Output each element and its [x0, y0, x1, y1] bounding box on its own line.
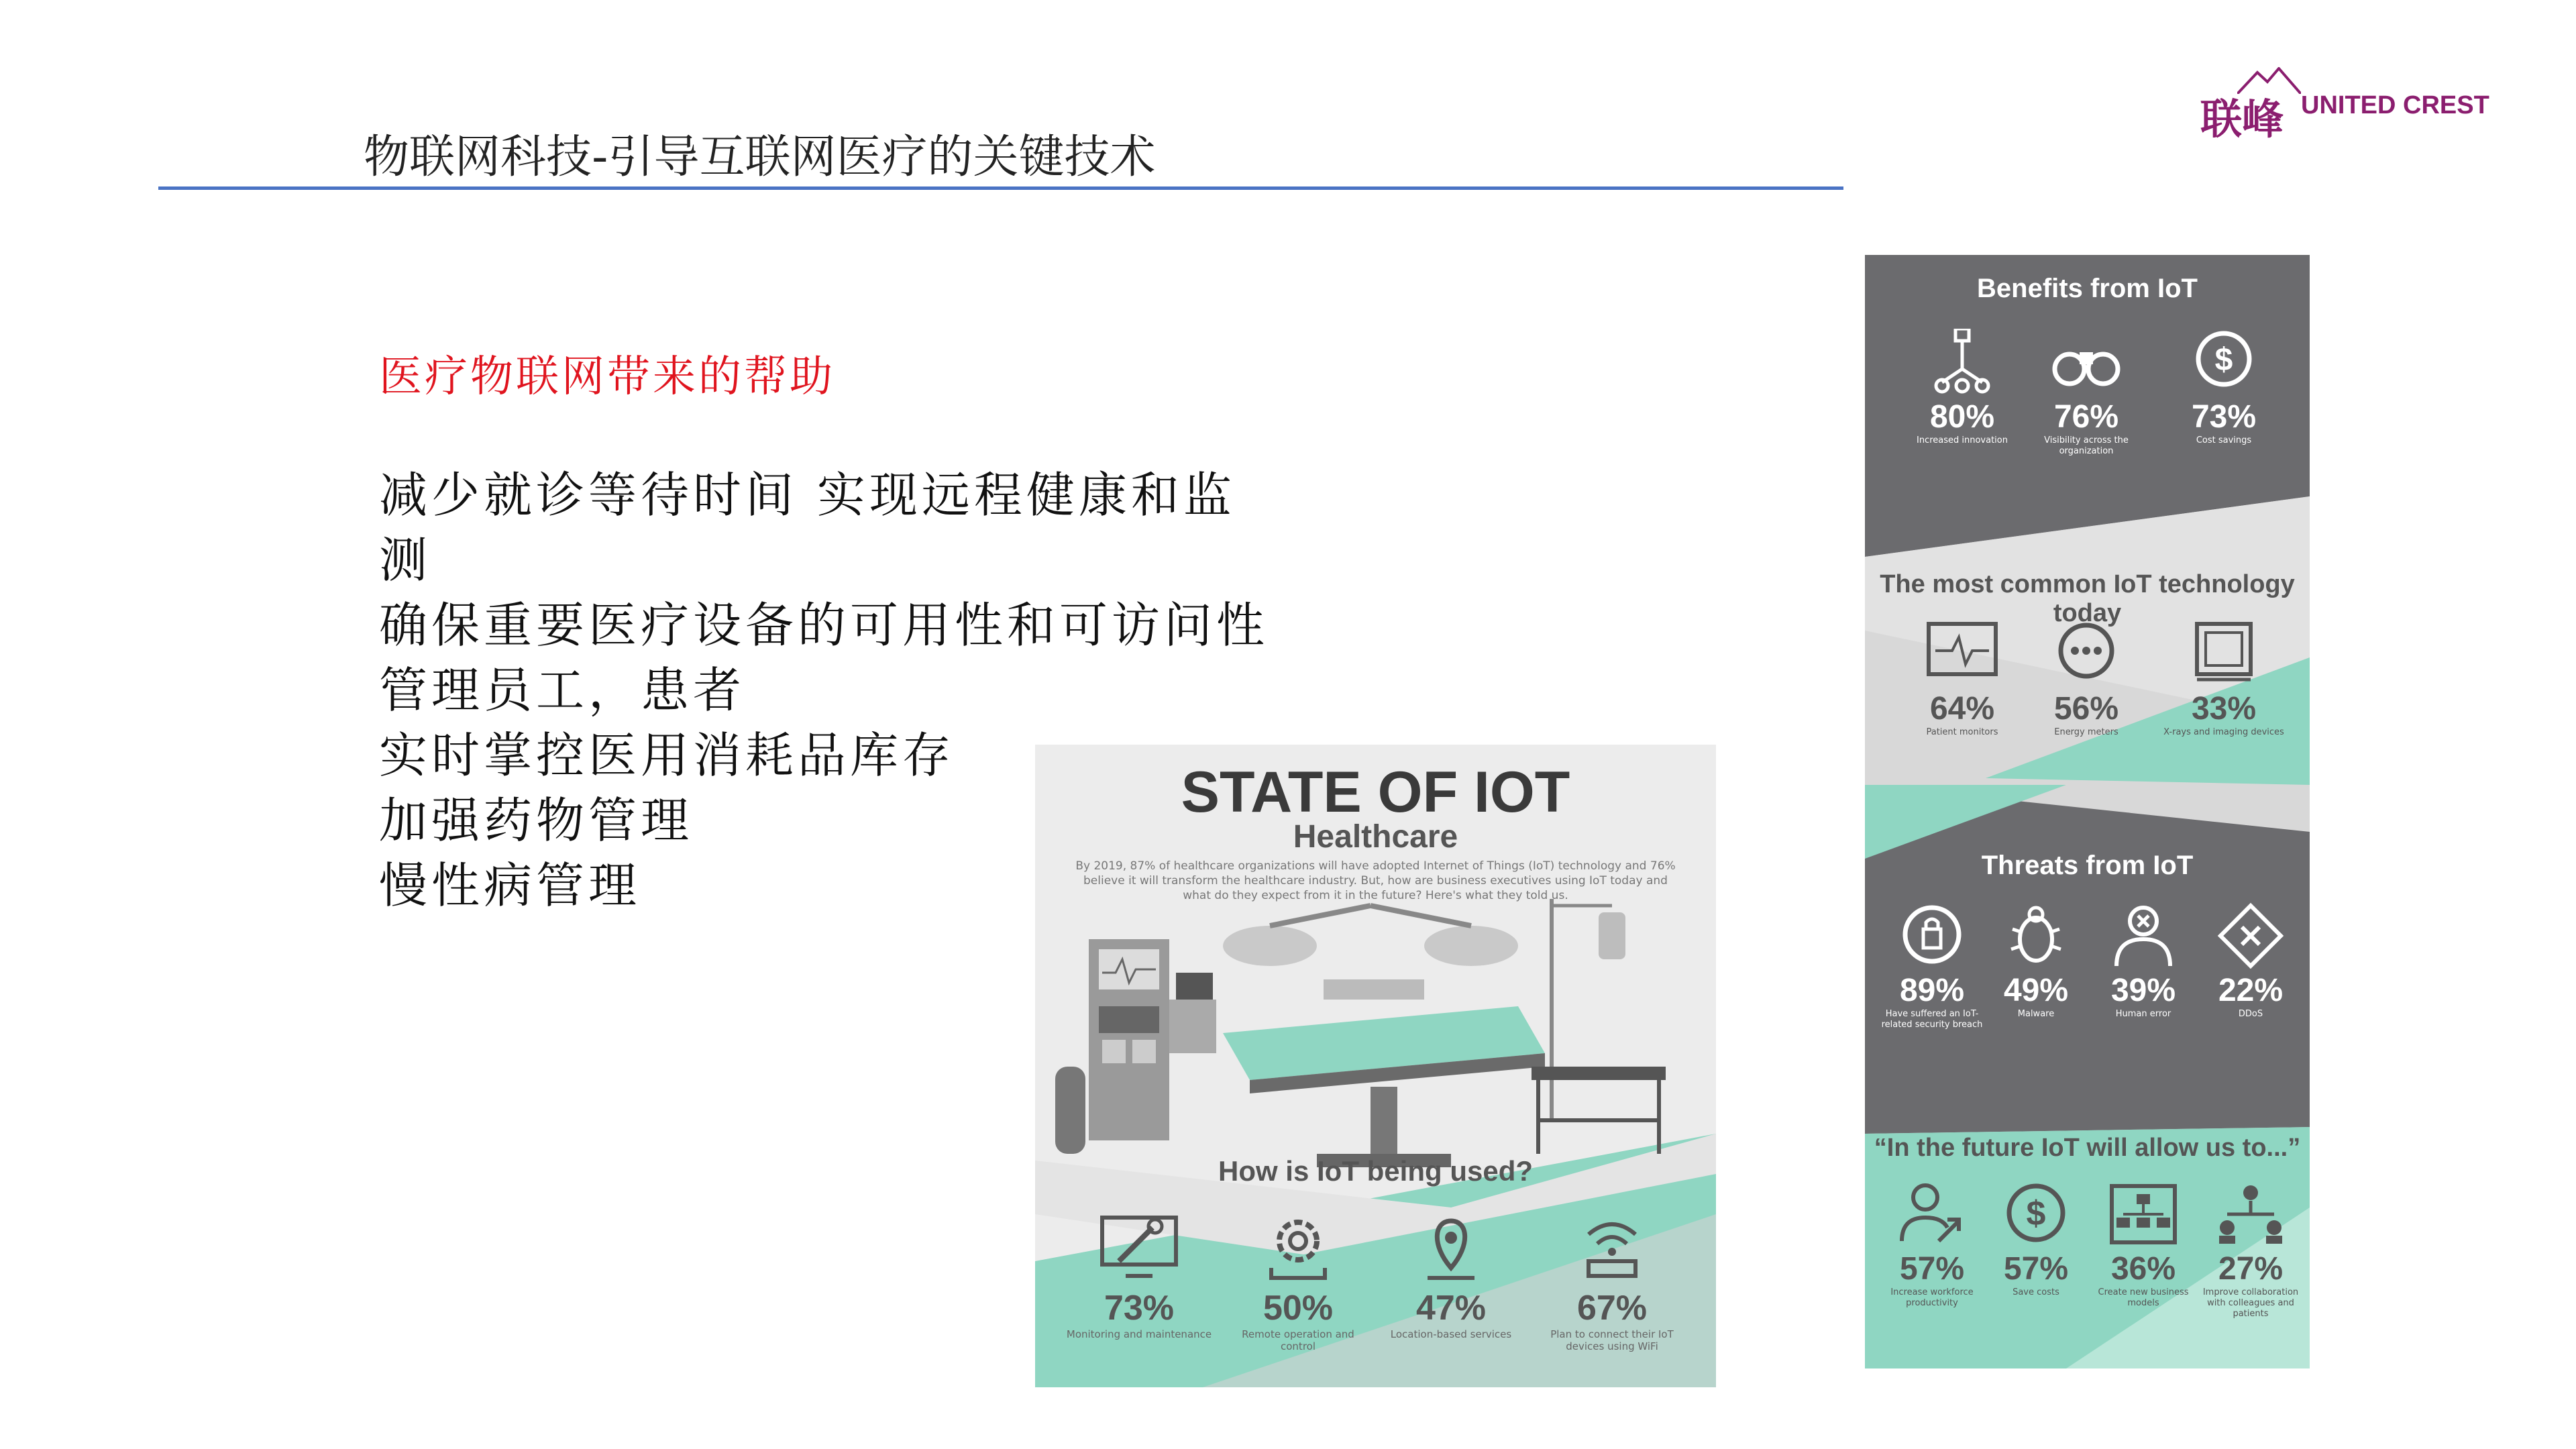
future-stat: [2093, 1181, 2194, 1309]
benefit-stat: [2160, 329, 2288, 446]
benefit-stat-label: Cost savings: [2196, 435, 2252, 445]
list-item: 测: [379, 532, 432, 588]
infographic-description: By 2019, 87% of healthcare organizations will have adopted Internet of Things (IoT) technology and 76% believe it will transform the healthcare industry. But, how are business executives using IoT today and what do they expect from it in the future? Here's what they told us.: [1075, 859, 1676, 902]
logo-chinese-text: 联峰: [2200, 95, 2284, 144]
tech-stat-label: X-rays and imaging devices: [2163, 727, 2284, 737]
usage-stat: [1224, 1214, 1372, 1352]
collaboration-icon: [2214, 1181, 2288, 1248]
operating-room-illustration: [1035, 899, 1716, 1187]
future-stat-label: Save costs: [2012, 1287, 2059, 1297]
future-stat: [2200, 1181, 2301, 1320]
ddos-icon: [2214, 902, 2288, 969]
future-stat-value: 36%: [2110, 1251, 2176, 1287]
benefit-stat-value: 73%: [2191, 399, 2257, 435]
usage-stat-label: Plan to connect their IoT devices using WiFi: [1550, 1328, 1674, 1352]
future-stat-label: Increase workforce productivity: [1890, 1287, 1974, 1308]
dollar-coin-icon: [2187, 329, 2261, 396]
network-nodes-icon: [1925, 329, 1999, 396]
usage-stat-label: Location-based services: [1390, 1328, 1512, 1340]
save-costs-icon: [1999, 1181, 2073, 1248]
common-tech-title: The most common IoT technology today: [1880, 570, 2295, 627]
iot-benefits-infographic: [1865, 255, 2310, 1368]
future-title: “In the future IoT will allow us to...”: [1874, 1134, 2301, 1162]
benefit-stat-label: Visibility across the organization: [2044, 435, 2129, 456]
monitor-wrench-icon: [1099, 1214, 1179, 1281]
benefit-stat: [2019, 329, 2153, 457]
threat-stat: [2200, 902, 2301, 1020]
tech-stat-value: 56%: [2053, 691, 2119, 727]
tech-stat: [2160, 621, 2288, 738]
tech-stat: [2019, 621, 2153, 738]
benefit-stat-value: 80%: [1929, 399, 1995, 435]
threat-stat-value: 89%: [1899, 973, 1965, 1008]
xray-device-icon: [2187, 621, 2261, 688]
human-error-icon: [2106, 902, 2180, 969]
threat-stat: [1986, 902, 2086, 1020]
svg-text:$: $: [2214, 342, 2233, 378]
tech-stat-value: 64%: [1929, 691, 1995, 727]
benefit-stat-value: 76%: [2053, 399, 2119, 435]
list-item: 确保重要医疗设备的可用性和可访问性: [379, 597, 1269, 653]
list-item: 实时掌控医用消耗品库存: [379, 727, 955, 784]
benefit-stat: [1898, 329, 2026, 446]
future-stat-label: Create new business models: [2098, 1287, 2189, 1308]
threat-stat: [1878, 902, 1986, 1030]
list-item: 加强药物管理: [379, 792, 694, 849]
usage-stat-label: Remote operation and control: [1242, 1328, 1354, 1352]
usage-stat: [1065, 1214, 1213, 1340]
future-stat-label: Improve collaboration with colleagues and patients: [2202, 1287, 2299, 1319]
usage-band-title: How is IoT being used?: [1218, 1155, 1533, 1187]
security-lock-icon: [1895, 902, 1969, 969]
threats-title: Threats from IoT: [1981, 851, 2194, 880]
page-title: 物联网科技-引导互联网医疗的关键技术: [364, 131, 1156, 184]
tech-stat-label: Patient monitors: [1926, 727, 1998, 737]
usage-stat-value: 73%: [1104, 1289, 1175, 1328]
threat-stat: [2093, 902, 2194, 1020]
future-stat-value: 57%: [1899, 1251, 1965, 1287]
gear-icon: [1258, 1214, 1338, 1281]
future-stat-value: 27%: [2218, 1251, 2284, 1287]
infographic-subtitle: Healthcare: [1293, 819, 1458, 855]
threat-stat-label: DDoS: [2238, 1009, 2263, 1019]
future-stat-value: 57%: [2003, 1251, 2069, 1287]
list-item: 管理员工，患者: [379, 662, 746, 718]
heart-monitor-icon: [1925, 621, 1999, 688]
future-stat: [1878, 1181, 1986, 1309]
tech-stat-value: 33%: [2191, 691, 2257, 727]
binoculars-icon: [2049, 329, 2123, 396]
list-item: 减少就诊等待时间 实现远程健康和监: [379, 467, 1236, 523]
workforce-icon: [1895, 1181, 1969, 1248]
tech-stat: [1898, 621, 2026, 738]
location-pin-icon: [1411, 1214, 1491, 1281]
usage-stat: [1538, 1214, 1686, 1352]
usage-stat-value: 67%: [1576, 1289, 1648, 1328]
svg-text:$: $: [2026, 1194, 2046, 1233]
section-heading: 医疗物联网带来的帮助: [379, 352, 835, 402]
company-logo: [2194, 67, 2489, 144]
threat-stat-label: Malware: [2017, 1009, 2055, 1019]
future-stat: [1986, 1181, 2086, 1298]
threat-stat-value: 49%: [2003, 973, 2069, 1008]
benefits-title: Benefits from IoT: [1977, 274, 2198, 303]
threat-stat-label: Have suffered an IoT-related security breach: [1881, 1009, 1983, 1030]
threat-stat-label: Human error: [2115, 1009, 2171, 1019]
state-of-iot-infographic: [1035, 745, 1716, 1387]
business-model-icon: [2106, 1181, 2180, 1248]
infographic-title: STATE OF IOT: [1181, 760, 1570, 824]
threat-stat-value: 39%: [2110, 973, 2176, 1008]
usage-stat-label: Monitoring and maintenance: [1066, 1328, 1212, 1340]
title-divider: [158, 186, 1843, 190]
usage-stat-value: 50%: [1263, 1289, 1334, 1328]
usage-stat: [1377, 1214, 1525, 1340]
benefit-stat-label: Increased innovation: [1916, 435, 2008, 445]
usage-stat-value: 47%: [1415, 1289, 1487, 1328]
threat-stat-value: 22%: [2218, 973, 2284, 1008]
wifi-router-icon: [1572, 1214, 1652, 1281]
tech-stat-label: Energy meters: [2054, 727, 2118, 737]
energy-meter-icon: [2049, 621, 2123, 688]
bug-icon: [1999, 902, 2073, 969]
logo-english-text: UNITED CREST: [2301, 91, 2489, 119]
list-item: 慢性病管理: [379, 857, 641, 914]
